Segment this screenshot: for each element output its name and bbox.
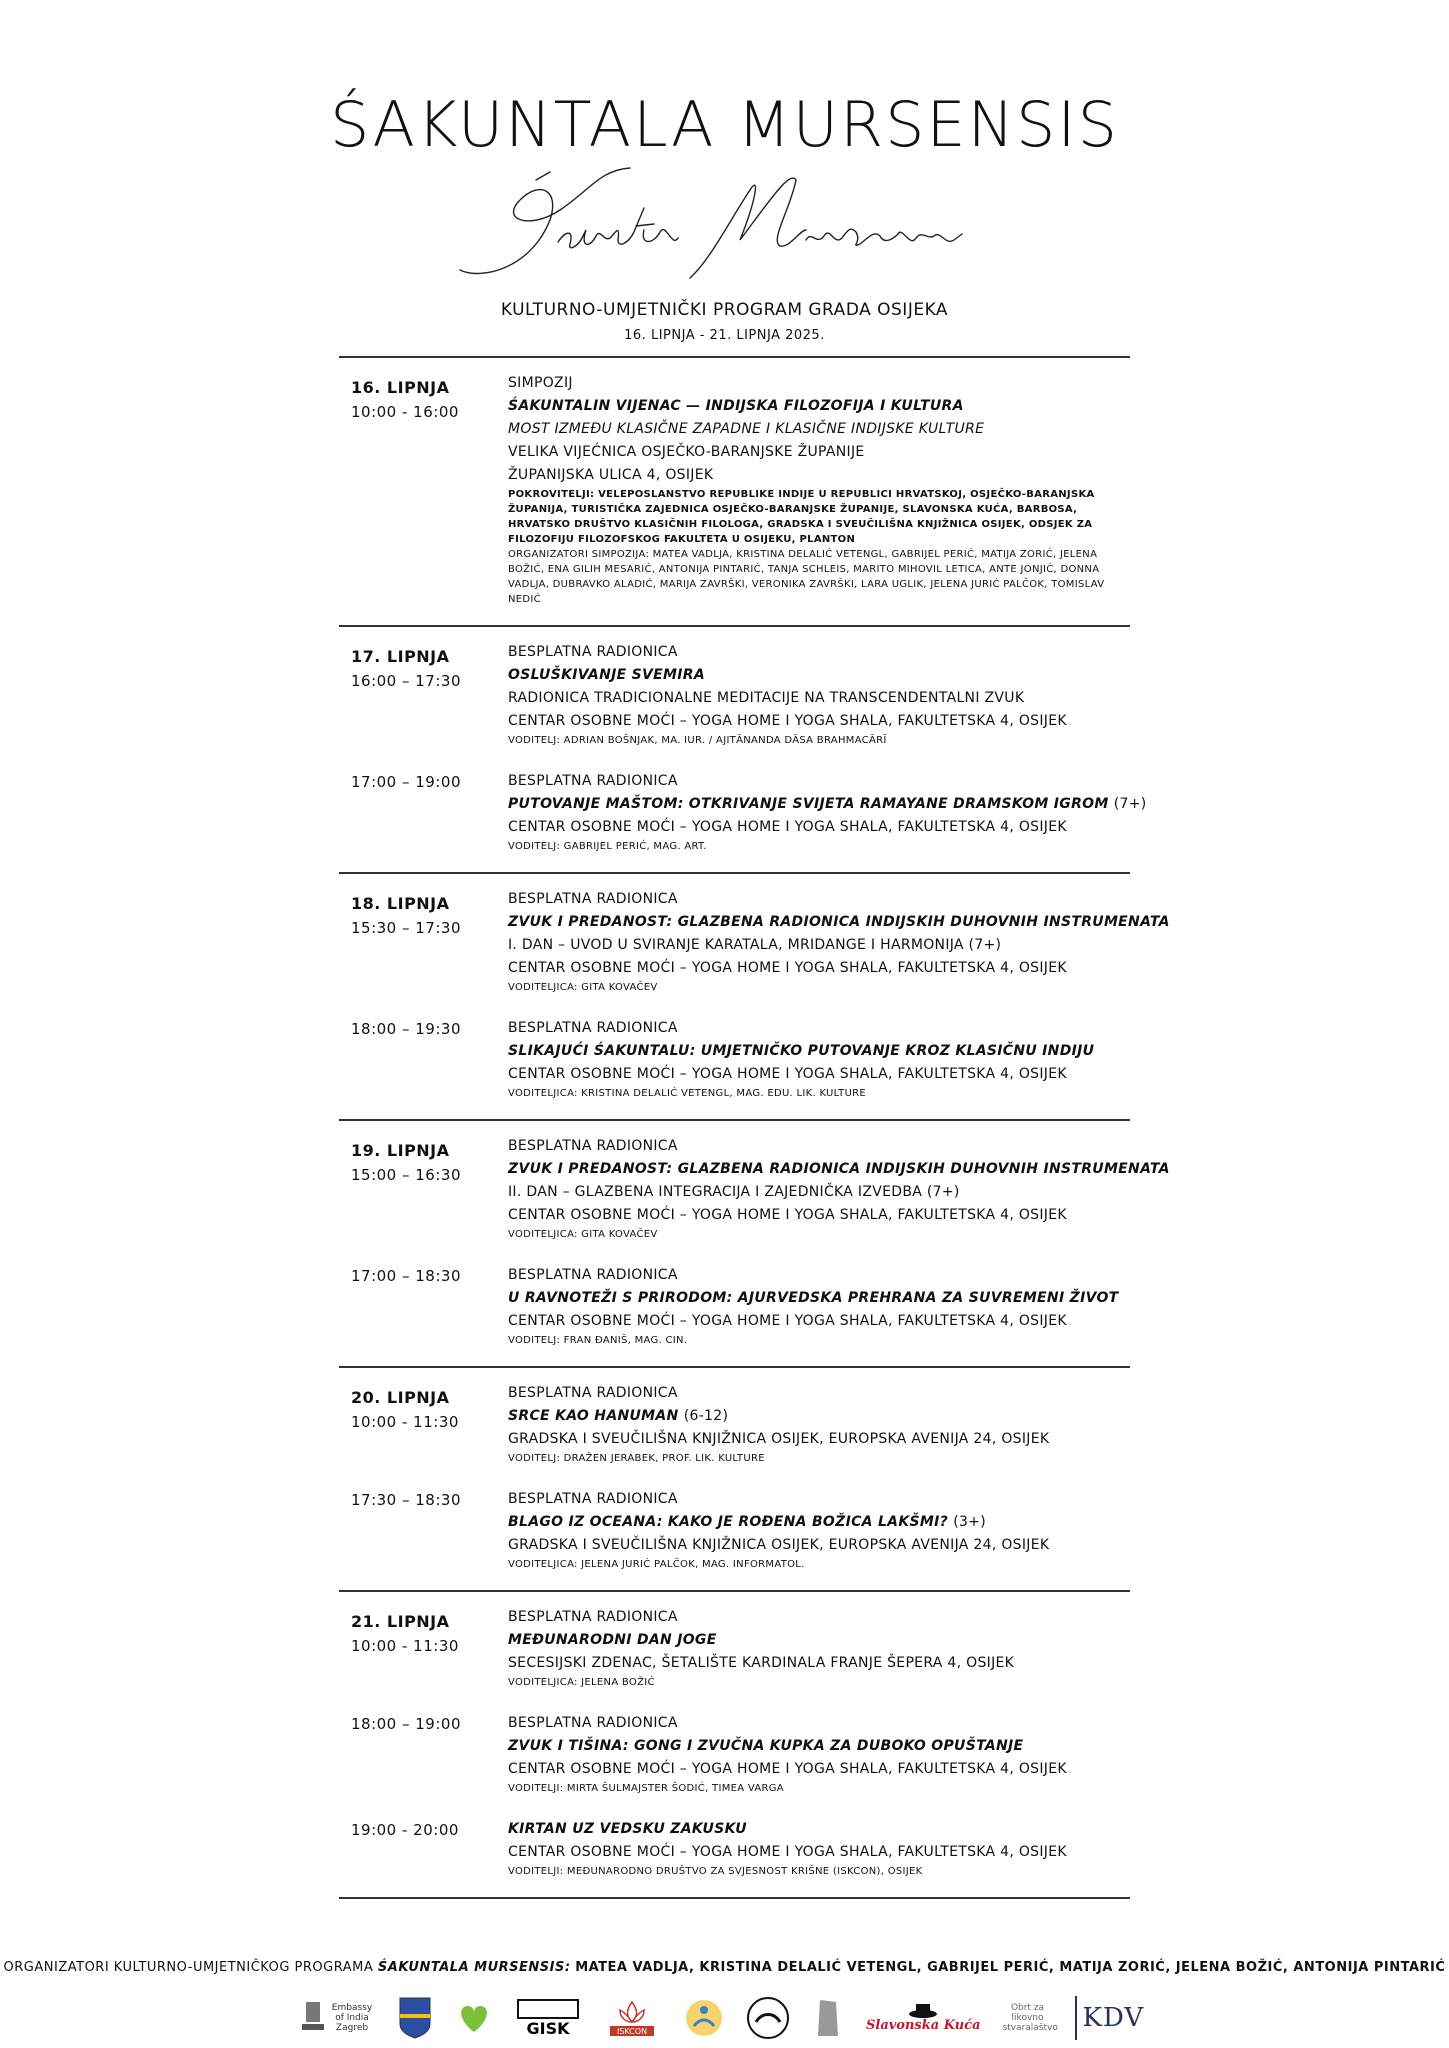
event-lead: VODITELJICA: GITA KOVAČEV xyxy=(508,1229,658,1240)
event-title: MEĐUNARODNI DAN JOGE xyxy=(508,1632,717,1648)
iskcon-logo xyxy=(602,1996,662,2040)
embassy-logo-text: Embassy of India Zagreb xyxy=(331,2003,373,2033)
event-type: BESPLATNA RADIONICA xyxy=(508,1491,678,1507)
event-time: 19:00 - 20:00 xyxy=(351,1821,459,1839)
event-venue: CENTAR OSOBNE MOĆI – YOGA HOME I YOGA SHALA, FAKULTETSKA 4, OSIJEK xyxy=(508,960,1067,976)
event-time: 17:00 – 18:30 xyxy=(351,1267,461,1285)
footer-program: ŚAKUNTALA MURSENSIS: xyxy=(377,1960,571,1975)
event-type: BESPLATNA RADIONICA xyxy=(508,1267,678,1283)
yoga-logo xyxy=(684,1996,724,2040)
emblem-icon xyxy=(298,1998,328,2038)
event-venue: CENTAR OSOBNE MOĆI – YOGA HOME I YOGA SHALA, FAKULTETSKA 4, OSIJEK xyxy=(508,819,1067,835)
event-title-text: BLAGO IZ OCEANA: KAKO JE ROĐENA BOŽICA LAKŠMI? xyxy=(508,1514,949,1530)
event xyxy=(339,1135,1170,1242)
event-age: (7+) xyxy=(1113,796,1147,812)
event xyxy=(339,888,1170,995)
event-title: ZVUK I TIŠINA: GONG I ZVUČNA KUPKA ZA DUBOKO OPUŠTANJE xyxy=(508,1738,1024,1754)
event-time: 17:30 – 18:30 xyxy=(351,1491,461,1509)
event xyxy=(339,372,1130,607)
footer-prefix: ORGANIZATORI KULTURNO-UMJETNIČKOG PROGRAMA xyxy=(3,1960,374,1975)
city-crest-logo xyxy=(398,1996,432,2040)
event-time: 17:00 – 19:00 xyxy=(351,773,461,791)
day-block xyxy=(339,356,1130,625)
event-lead: VODITELJICA: JELENA BOŽIĆ xyxy=(508,1677,655,1688)
event-title: SLIKAJUĆI ŚAKUNTALU: UMJETNIČKO PUTOVANJE KROZ KLASIČNU INDIJU xyxy=(508,1043,1095,1059)
event-description: I. DAN – UVOD U SVIRANJE KARATALA, MRIDANGE I HARMONIJA (7+) xyxy=(508,937,1002,953)
event-venue: VELIKA VIJEĆNICA OSJEČKO-BARANJSKE ŽUPANIJE xyxy=(508,444,865,460)
event-type: BESPLATNA RADIONICA xyxy=(508,891,678,907)
barbosa-logo xyxy=(746,1996,790,2040)
event-title xyxy=(508,1405,1130,1428)
event-title xyxy=(508,793,1147,816)
day-label: 19. LIPNJA xyxy=(351,1141,450,1160)
gisk-logo xyxy=(516,1996,580,2040)
event-title: KIRTAN UZ VEDSKU ZAKUSKU xyxy=(508,1821,747,1837)
event-description: II. DAN – GLAZBENA INTEGRACIJA I ZAJEDNIČKA IZVEDBA (7+) xyxy=(508,1184,960,1200)
event-title: ZVUK I PREDANOST: GLAZBENA RADIONICA INDIJSKIH DUHOVNIH INSTRUMENATA xyxy=(508,914,1170,930)
page-title: ŚAKUNTALA MURSENSIS xyxy=(329,88,1120,161)
event-time: 15:30 – 17:30 xyxy=(351,919,461,937)
event-lead: VODITELJ: DRAŽEN JERABEK, PROF. LIK. KULTURE xyxy=(508,1453,765,1464)
event-type: BESPLATNA RADIONICA xyxy=(508,1385,678,1401)
event xyxy=(339,1382,1130,1466)
event-time: 18:00 – 19:00 xyxy=(351,1715,461,1733)
obrt-logo xyxy=(1002,1996,1058,2040)
event-title-text: PUTOVANJE MAŠTOM: OTKRIVANJE SVIJETA RAMAYANE DRAMSKOM IGROM xyxy=(508,796,1109,812)
event-lead: VODITELJICA: JELENA JURIĆ PALČOK, MAG. INFORMATOL. xyxy=(508,1559,805,1570)
event-venue-address: ŽUPANIJSKA ULICA 4, OSIJEK xyxy=(508,467,714,483)
event-type: BESPLATNA RADIONICA xyxy=(508,773,678,789)
program-subtitle: KULTURNO-UMJETNIČKI PROGRAM GRADA OSIJEKA xyxy=(500,300,949,320)
schedule-end-divider xyxy=(339,1897,1130,1899)
schedule xyxy=(339,356,1170,1899)
footer-names: MATEA VADLJA, KRISTINA DELALIĆ VETENGL, GABRIJEL PERIĆ, MATIJA ZORIĆ, JELENA BOŽIĆ, ANTONIJA PINTARIĆ xyxy=(575,1960,1446,1975)
event-lead: VODITELJ: FRAN ĐANIŠ, MAG. CIN. xyxy=(508,1335,688,1346)
day-block xyxy=(339,872,1170,1119)
program-dates: 16. LIPNJA - 21. LIPNJA 2025. xyxy=(624,328,825,343)
event-age: (6-12) xyxy=(683,1408,729,1424)
event-venue: CENTAR OSOBNE MOĆI – YOGA HOME I YOGA SHALA, FAKULTETSKA 4, OSIJEK xyxy=(508,1066,1067,1082)
embassy-logo xyxy=(298,1996,376,2040)
event-type: BESPLATNA RADIONICA xyxy=(508,1138,678,1154)
event-lead: VODITELJ: GABRIJEL PERIĆ, MAG. ART. xyxy=(508,841,707,852)
event-type: BESPLATNA RADIONICA xyxy=(508,1609,678,1625)
day-label: 21. LIPNJA xyxy=(351,1612,450,1631)
day-block xyxy=(339,1119,1170,1366)
event-title: ZVUK I PREDANOST: GLAZBENA RADIONICA INDIJSKIH DUHOVNIH INSTRUMENATA xyxy=(508,1161,1170,1177)
kdv-logo-text: KDV xyxy=(1082,2003,1145,2033)
event-venue: CENTAR OSOBNE MOĆI – YOGA HOME I YOGA SHALA, FAKULTETSKA 4, OSIJEK xyxy=(508,1761,1067,1777)
event-venue: CENTAR OSOBNE MOĆI – YOGA HOME I YOGA SHALA, FAKULTETSKA 4, OSIJEK xyxy=(508,713,1067,729)
day-label: 18. LIPNJA xyxy=(351,894,450,913)
event xyxy=(339,641,1130,748)
day-label: 17. LIPNJA xyxy=(351,647,450,666)
event-subtitle: MOST IZMEĐU KLASIČNE ZAPADNE I KLASIČNE INDIJSKE KULTURE xyxy=(508,421,985,437)
event-venue: CENTAR OSOBNE MOĆI – YOGA HOME I YOGA SHALA, FAKULTETSKA 4, OSIJEK xyxy=(508,1844,1067,1860)
event-lead: VODITELJ: ADRIAN BOŠNJAK, MA. IUR. / AJITĀNANDA DĀSA BRAHMACĀRĪ xyxy=(508,735,887,746)
event-venue: GRADSKA I SVEUČILIŠNA KNJIŽNICA OSIJEK, EUROPSKA AVENIJA 24, OSIJEK xyxy=(508,1537,1050,1553)
script-title-logo xyxy=(440,160,1000,290)
event-patrons: POKROVITELJI: VELEPOSLANSTVO REPUBLIKE INDIJE U REPUBLICI HRVATSKOJ, OSJEČKO-BARANJSKA ŽUPANIJA, TURISTIČKA ZAJEDNICA OSJEČKO-BARANJSKE ŽUPANIJE, SLAVONSKA KUĆA, BARBOSA, HRVATSKO DRUŠTVO KLASIČNIH FILOLOGA, GRADSKA I SVEUČILIŠNA KNJIŽNICA OSIJEK, ODSJEK ZA FILOZOFIJU FILOZOFSKOG FAKULTETA U OSIJEKU, PLANTON xyxy=(508,489,1095,545)
event-time: 16:00 – 17:30 xyxy=(351,672,461,690)
event-type: BESPLATNA RADIONICA xyxy=(508,1715,678,1731)
slavonska-kuca-logo xyxy=(866,1996,981,2040)
gisk-logo-text: GISK xyxy=(526,2019,570,2038)
event-age: (3+) xyxy=(953,1514,986,1530)
event xyxy=(339,770,1147,854)
event-lead: VODITELJI: MEĐUNARODNO DRUŠTVO ZA SVJESNOST KRIŠNE (ISKCON), OSIJEK xyxy=(508,1866,923,1877)
event-time: 10:00 - 11:30 xyxy=(351,1413,459,1431)
kdv-logo xyxy=(1075,1996,1145,2040)
event-lead: VODITELJI: MIRTA ŠULMAJSTER ŠODIĆ, TIMEA VARGA xyxy=(508,1783,784,1794)
day-label: 16. LIPNJA xyxy=(351,378,450,397)
event-title: ŚAKUNTALIN VIJENAC — INDIJSKA FILOZOFIJA I KULTURA xyxy=(508,398,964,414)
event-venue: SECESIJSKI ZDENAC, ŠETALIŠTE KARDINALA FRANJE ŠEPERA 4, OSIJEK xyxy=(508,1655,1015,1671)
event xyxy=(339,1712,1130,1796)
statue-logo xyxy=(812,1996,844,2040)
event-time: 15:00 – 16:30 xyxy=(351,1166,461,1184)
iskcon-logo-text: ISKCON xyxy=(616,2027,648,2036)
event xyxy=(339,1606,1130,1690)
event-type: BESPLATNA RADIONICA xyxy=(508,1020,678,1036)
event-type: BESPLATNA RADIONICA xyxy=(508,644,678,660)
event-lead: VODITELJICA: KRISTINA DELALIĆ VETENGL, MAG. EDU. LIK. KULTURE xyxy=(508,1088,867,1099)
event-venue: CENTAR OSOBNE MOĆI – YOGA HOME I YOGA SHALA, FAKULTETSKA 4, OSIJEK xyxy=(508,1313,1067,1329)
event-lead: VODITELJICA: GITA KOVAČEV xyxy=(508,982,658,993)
event-title: OSLUŠKIVANJE SVEMIRA xyxy=(508,667,705,683)
obrt-logo-text: Obrt za likovno stvaralaštvo xyxy=(1002,2003,1058,2033)
event xyxy=(339,1264,1130,1348)
event xyxy=(339,1818,1130,1879)
sponsor-logos xyxy=(298,1990,1158,2046)
event-organizers: ORGANIZATORI SIMPOZIJA: MATEA VADLJA, KRISTINA DELALIĆ VETENGL, GABRIJEL PERIĆ, MATIJA ZORIĆ, JELENA BOŽIĆ, ENA GILIH MESARIĆ, ANTONIJA PINTARIĆ, TANJA SCHLEIS, MARITO MIHOVIL LETICA, ANTE JONJIĆ, DONNA VADLJA, DUBRAVKO ALADIĆ, MARIJA ZAVRŠKI, VERONIKA ZAVRŠKI, LARA UGLIK, JELENA JURIĆ PALČOK, TOMISLAV NEDIĆ xyxy=(508,549,1105,605)
event xyxy=(339,1488,1130,1572)
organizers-footer xyxy=(0,1960,1449,1975)
event-time: 10:00 - 16:00 xyxy=(351,403,459,421)
event-description: RADIONICA TRADICIONALNE MEDITACIJE NA TRANSCENDENTALNI ZVUK xyxy=(508,690,1025,706)
event-venue: CENTAR OSOBNE MOĆI – YOGA HOME I YOGA SHALA, FAKULTETSKA 4, OSIJEK xyxy=(508,1207,1067,1223)
event-type: SIMPOZIJ xyxy=(508,375,573,391)
event-venue: GRADSKA I SVEUČILIŠNA KNJIŽNICA OSIJEK, EUROPSKA AVENIJA 24, OSIJEK xyxy=(508,1431,1050,1447)
event-title-text: SRCE KAO HANUMAN xyxy=(508,1408,679,1424)
event-time: 18:00 – 19:30 xyxy=(351,1020,461,1038)
event-title: U RAVNOTEŽI S PRIRODOM: AJURVEDSKA PREHRANA ZA SUVREMENI ŽIVOT xyxy=(508,1290,1119,1306)
slavonska-kuca-text: Slavonska Kuća xyxy=(866,2017,981,2033)
day-block xyxy=(339,1366,1130,1590)
day-label: 20. LIPNJA xyxy=(351,1388,450,1407)
day-block xyxy=(339,1590,1130,1897)
day-block xyxy=(339,625,1147,872)
event xyxy=(339,1017,1130,1101)
tourist-board-logo xyxy=(454,1996,494,2040)
event-title xyxy=(508,1511,1130,1534)
event-time: 10:00 - 11:30 xyxy=(351,1637,459,1655)
